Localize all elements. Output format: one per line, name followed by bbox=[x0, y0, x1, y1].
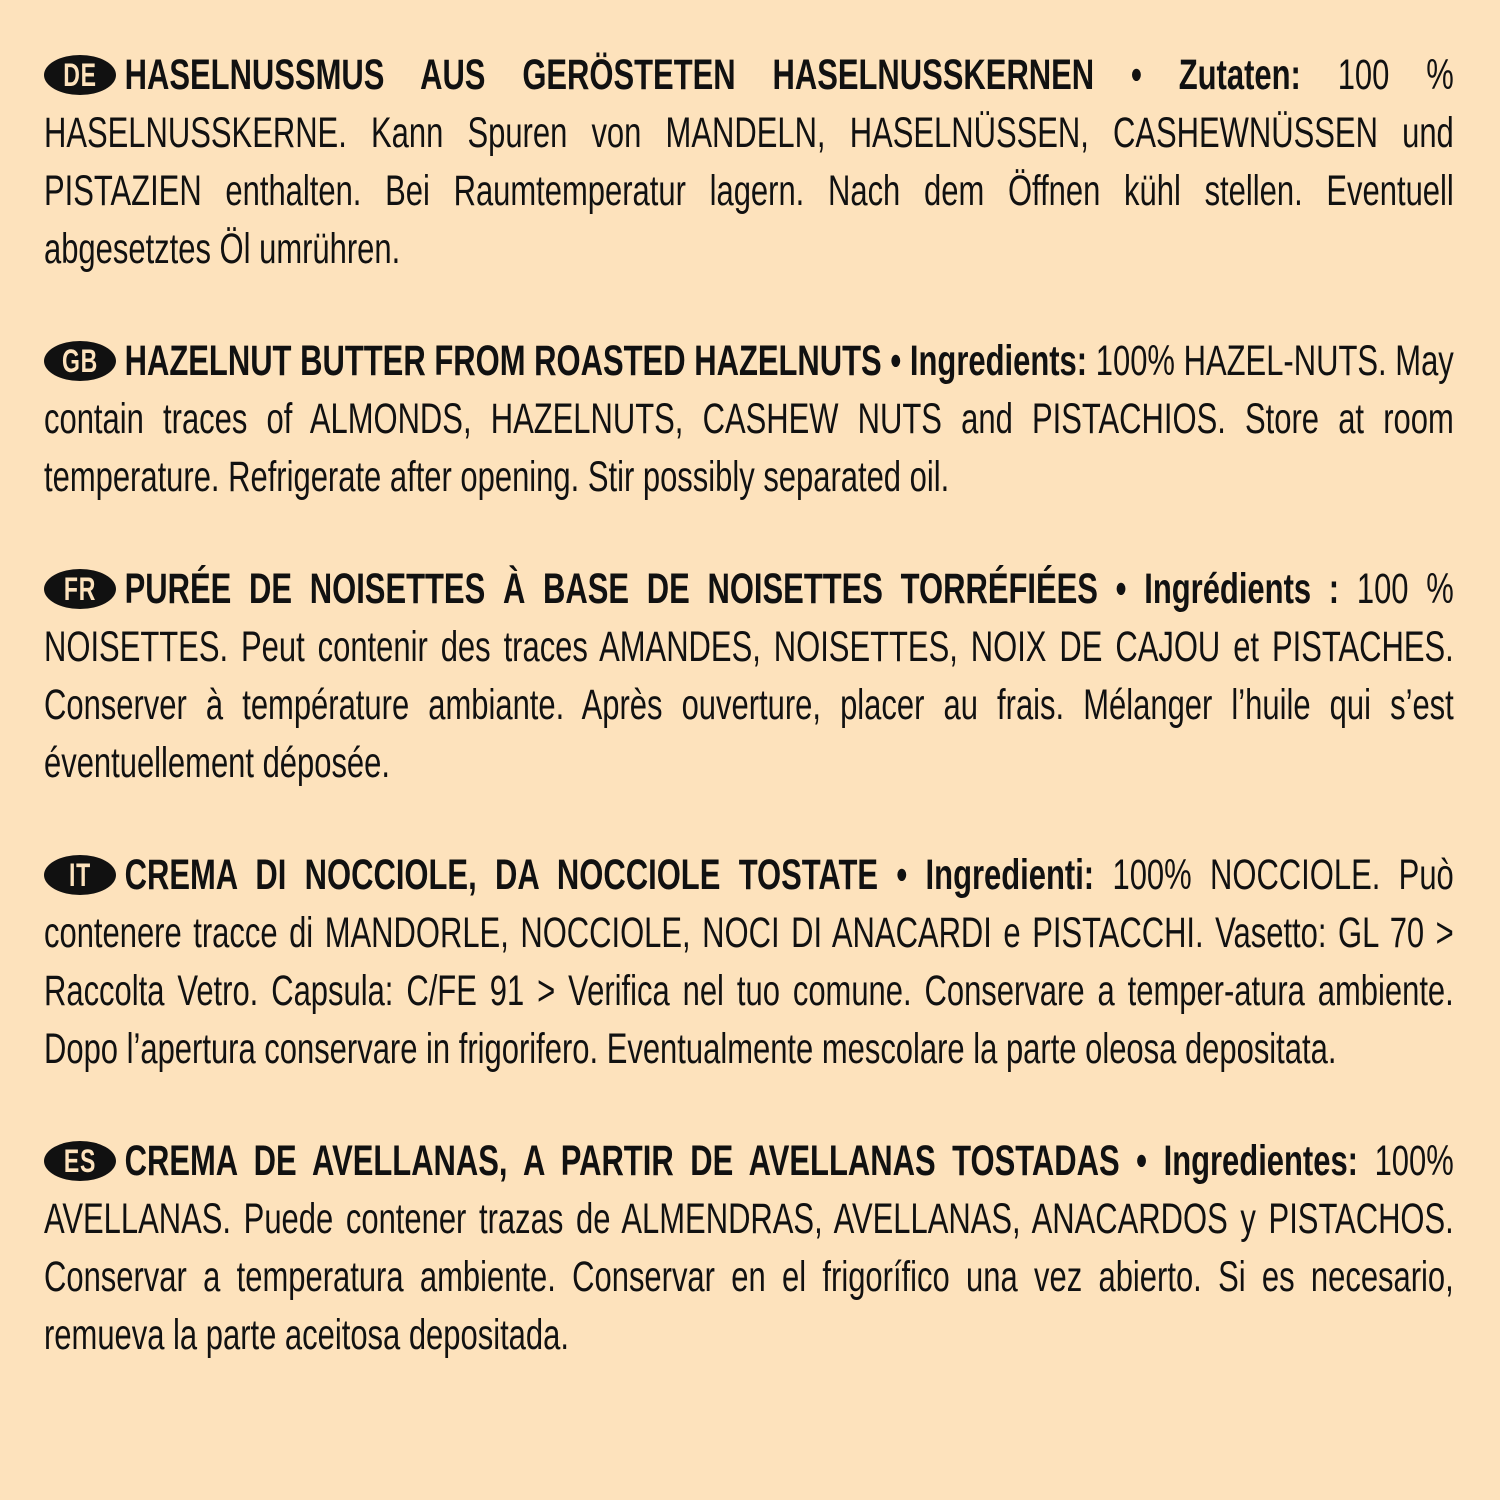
section-title: CREMA DE AVELLANAS, A PARTIR DE AVELLANAS TOSTADAS • bbox=[124, 1137, 1148, 1185]
ingredients-label: Zutaten: bbox=[1178, 51, 1301, 99]
section-title: CREMA DI NOCCIOLE, DA NOCCIOLE TOSTATE • bbox=[124, 851, 908, 899]
ingredients-label: Ingredienti: bbox=[925, 851, 1095, 899]
section-fr bbox=[44, 560, 1454, 792]
section-de bbox=[44, 46, 1454, 278]
section-title: PURÉE DE NOISETTES À BASE DE NOISETTES TORRÉFIÉES • bbox=[124, 565, 1127, 613]
section-text: 100% HAZEL-NUTS. May contain traces of ALMONDS, HAZELNUTS, CASHEW NUTS and PISTACHIOS. Store at room temperature. Refrigerate after opening. Stir possibly separated oil. bbox=[44, 337, 1454, 501]
section-text: 100% AVELLANAS. Puede contener trazas de ALMENDRAS, AVELLANAS, ANACARDOS y PISTACHOS. Conservar a temperatura ambiente. Conservar en el frigorífico una vez abierto. Si es necesario, remueva la parte aceitosa depositada. bbox=[44, 1137, 1454, 1359]
ingredients-label: Ingredientes: bbox=[1163, 1137, 1358, 1185]
section-text: 100% NOCCIOLE. Può contenere tracce di MANDORLE, NOCCIOLE, NOCI DI ANACARDI e PISTACCHI. Vasetto: GL 70 > Raccolta Vetro. Capsula: C/FE 91 > Verifica nel tuo comune. Conservare a temper-atura ambiente. Dopo l’apertura conservare in frigorifero. Eventualmente mescolare la parte oleosa depositata. bbox=[44, 851, 1454, 1073]
label-text bbox=[44, 46, 1454, 1418]
section-text: 100 % HASELNUSSKERNE. Kann Spuren von MANDELN, HASELNÜSSEN, CASHEWNÜSSEN und PISTAZIEN enthalten. Bei Raumtemperatur lagern. Nach dem Öffnen kühl stellen. Eventuell abgesetztes Öl umrühren. bbox=[44, 51, 1454, 273]
section-gb bbox=[44, 332, 1454, 506]
language-badge-fr: FR bbox=[44, 569, 116, 609]
section-title: HASELNUSSMUS AUS GERÖSTETEN HASELNUSSKERNEN • bbox=[124, 51, 1142, 99]
language-badge-it: IT bbox=[44, 855, 116, 895]
section-it bbox=[44, 846, 1454, 1078]
section-title: HAZELNUT BUTTER FROM ROASTED HAZELNUTS • bbox=[124, 337, 902, 385]
ingredients-label: Ingrédients : bbox=[1144, 565, 1340, 613]
ingredients-label: Ingredients: bbox=[909, 337, 1088, 385]
section-text: 100 % NOISETTES. Peut contenir des traces AMANDES, NOISETTES, NOIX DE CAJOU et PISTACHES. Conserver à température ambiante. Après ouverture, placer au frais. Mélanger l’huile qui s’est éventuellement déposée. bbox=[44, 565, 1454, 787]
section-es bbox=[44, 1132, 1454, 1364]
language-badge-es: ES bbox=[44, 1141, 116, 1181]
language-badge-gb: GB bbox=[44, 341, 116, 381]
language-badge-de: DE bbox=[44, 55, 116, 95]
